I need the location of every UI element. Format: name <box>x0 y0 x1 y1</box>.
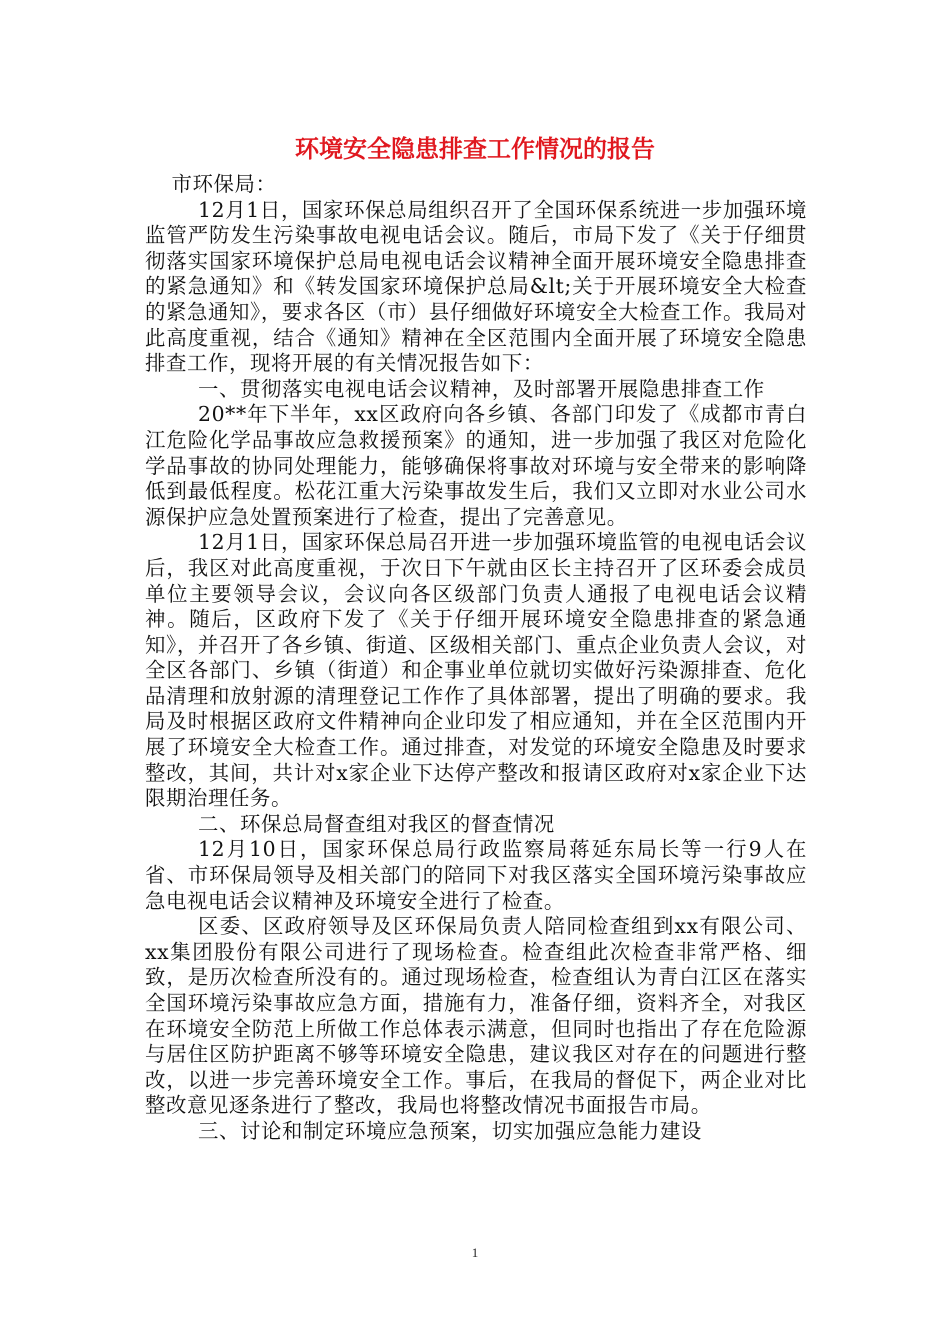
section-heading-1: 一、贯彻落实电视电话会议精神，及时部署开展隐患排查工作 <box>198 376 765 401</box>
salutation: 市环保局： <box>171 172 277 196</box>
paragraph: 12月10日，国家环保总局行政监察局蒋延东局长等一行9人在省、市环保局领导及相关部门的陪同下对我区落实全国环境污染事故应急电视电话会议精神及环境安全进行了检查。 <box>145 837 807 913</box>
paragraph: 20**年下半年，xx区政府向各乡镇、各部门印发了《成都市青白江危险化学品事故应急救援预案》的通知，进一步加强了我区对危险化学品事故的协同处理能力，能够确保将事故对环境与安全带来的影响降低到最低程度。松花江重大污染事故发生后，我们又立即对水业公司水源保护应急处置预案进行了检查，提出了完善意见。 <box>145 402 807 529</box>
paragraph-intro: 12月1日，国家环保总局组织召开了全国环保系统进一步加强环境监管严防发生污染事故电视电话会议。随后，市局下发了《关于仔细贯彻落实国家环境保护总局电视电话会议精神全面开展环境安全隐患排查的紧急通知》和《转发国家环境保护总局&lt;关于开展环境安全大检查的紧急通知》，要求各区（市）县仔细做好环境安全大检查工作。我局对此高度重视，结合《通知》精神在全区范围内全面开展了环境安全隐患排查工作，现将开展的有关情况报告如下： <box>145 197 807 376</box>
paragraph: 12月1日，国家环保总局召开进一步加强环境监管的电视电话会议后，我区对此高度重视，于次日下午就由区长主持召开了区环委会成员单位主要领导会议，会议向各区级部门负责人通报了电视电话会议精神。随后，区政府下发了《关于仔细开展环境安全隐患排查的紧急通知》，并召开了各乡镇、街道、区级相关部门、重点企业负责人会议，对全区各部门、乡镇（街道）和企事业单位就切实做好污染源排查、危化品清理和放射源的清理登记工作作了具体部署，提出了明确的要求。我局及时根据区政府文件精神向企业印发了相应通知，并在全区范围内开展了环境安全大检查工作。通过排查，对发觉的环境安全隐患及时要求整改，其间，共计对x家企业下达停产整改和报请区政府对x家企业下达限期治理任务。 <box>145 530 807 811</box>
section-heading-2: 二、环保总局督查组对我区的督查情况 <box>198 811 555 836</box>
document-body <box>145 172 807 1145</box>
page-number: 1 <box>471 1245 479 1260</box>
section-heading-3: 三、讨论和制定环境应急预案，切实加强应急能力建设 <box>198 1118 702 1143</box>
paragraph: 区委、区政府领导及区环保局负责人陪同检查组到xx有限公司、xx集团股份有限公司进行了现场检查。检查组此次检查非常严格、细致，是历次检查所没有的。通过现场检查，检查组认为青白江区在落实全国环境污染事故应急方面，措施有力，准备仔细，资料齐全，对我区在环境安全防范上所做工作总体表示满意，但同时也指出了存在危险源与居住区防护距离不够等环境安全隐患，建议我区对存在的问题进行整改，以进一步完善环境安全工作。事后，在我局的督促下，两企业对比整改意见逐条进行了整改，我局也将整改情况书面报告市局。 <box>145 914 807 1118</box>
document-title: 环境安全隐患排查工作情况的报告 <box>295 135 655 163</box>
